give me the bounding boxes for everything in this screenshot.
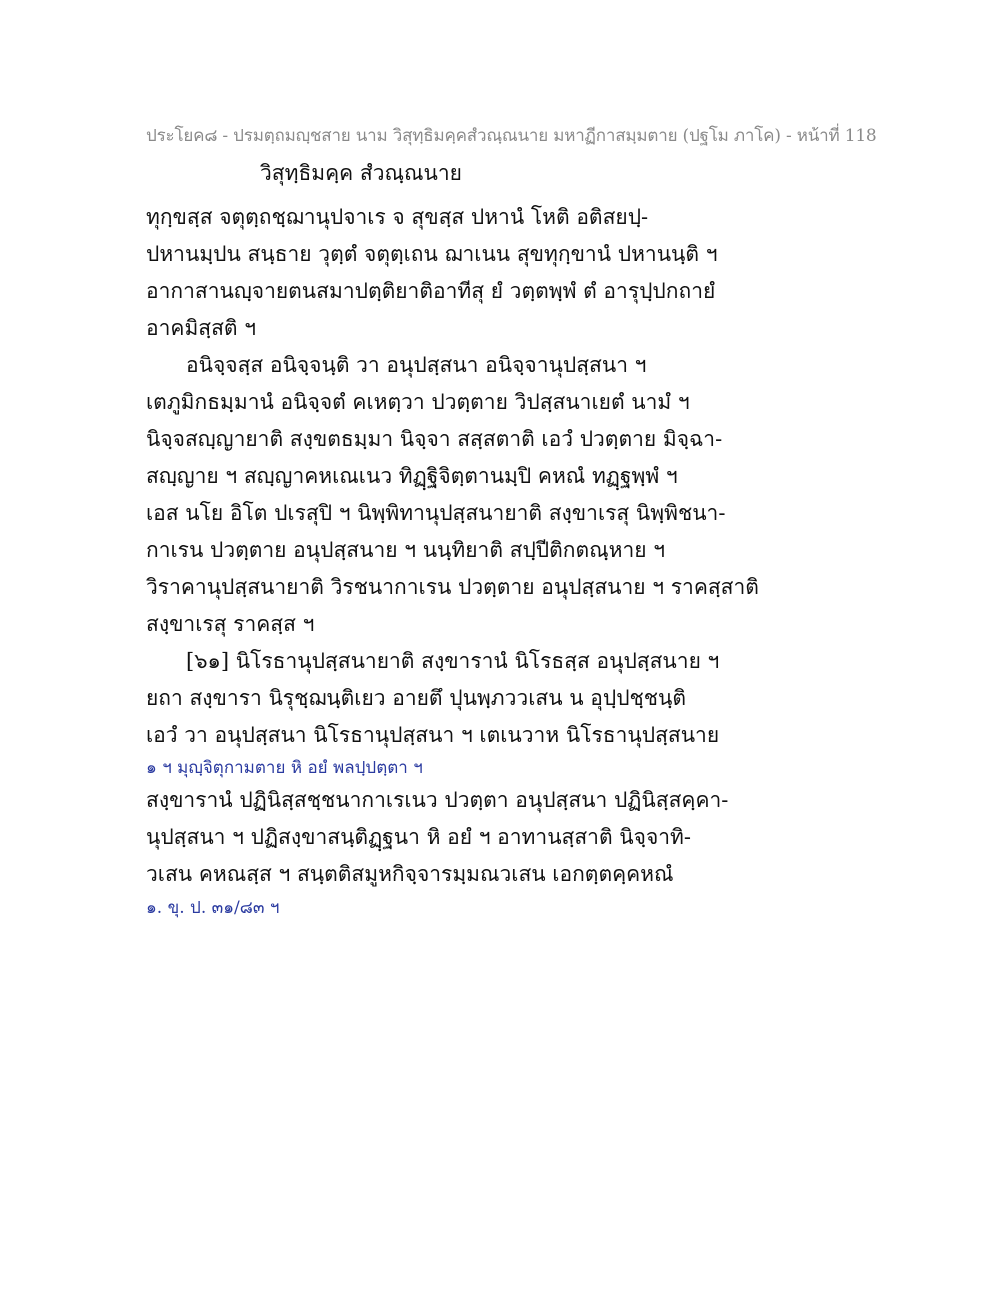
page-title: วิสุทฺธิมคฺค สํวณฺณนาย xyxy=(260,161,462,185)
text-line: สญฺญาย ฯ สญฺญาคหเณเนว ทิฏฺฐิจิตฺตานมฺปิ คหณํ ทฏฺฐพฺพํ ฯ xyxy=(146,464,678,488)
body-text xyxy=(146,199,866,923)
text-line: อากาสานญฺจายตนสมาปตฺติยาติอาทีสุ ยํ วตฺตพฺพํ ตํ อารุปฺปกถายํ xyxy=(146,279,716,303)
text-line: ทุกฺขสฺส จตุตฺถชฺฌานุปจาเร จ สุขสฺส ปหานํ โหติ อติสยปฺ- xyxy=(146,205,649,229)
text-line: วิราคานุปสฺสนายาติ วิรชนากาเรน ปวตฺตาย อนุปสฺสนาย ฯ ราคสฺสาติ xyxy=(146,575,759,599)
footnote: ๑. ขุ. ป. ๓๑/๘๓ ฯ xyxy=(146,898,280,918)
text-line: สงฺขารานํ ปฏินิสฺสชฺชนากาเรเนว ปวตฺตา อนุปสฺสนา ปฏินิสฺสคฺคา- xyxy=(146,788,729,812)
text-line: สงฺขาเรสุ ราคสฺส ฯ xyxy=(146,612,315,636)
text-line: กาเรน ปวตฺตาย อนุปสฺสนาย ฯ นนฺทิยาติ สปฺปีติกตณฺหาย ฯ xyxy=(146,538,666,562)
footnote: ๑ ฯ มุญฺจิตุกามตาย หิ อยํ พลปฺปตฺตา ฯ xyxy=(146,758,423,778)
text-line: นุปสฺสนา ฯ ปฏิสงฺขาสนฺติฏฺฐนา หิ อยํ ฯ อาทานสฺสาติ นิจฺจาทิ- xyxy=(146,825,691,849)
text-line: เอวํ วา อนุปสฺสนา นิโรธานุปสฺสนา ฯ เตเนวาห นิโรธานุปสฺสนาย xyxy=(146,723,720,747)
text-line: เอส นโย อิโต ปเรสุปิ ฯ นิพฺพิทานุปสฺสนายาติ สงฺขาเรสุ นิพฺพิชนา- xyxy=(146,501,726,525)
text-line: ปหานมฺปน สนฺธาย วุตฺตํ จตุตฺเถน ฌาเนน สุขทุกฺขานํ ปหานนฺติ ฯ xyxy=(146,242,718,266)
running-head: ประโยค๘ - ปรมตฺถมญฺชสาย นาม วิสุทฺธิมคฺคสํวณฺณนาย มหาฏีกาสมฺมตาย (ปฐโม ภาโค) - หน้าที่ 118 xyxy=(146,126,877,146)
text-line: นิจฺจสญฺญายาติ สงฺขตธมฺมา นิจฺจา สสฺสตาติ เอวํ ปวตฺตาย มิจฺฉา- xyxy=(146,427,723,451)
text-line: อนิจฺจสฺส อนิจฺจนฺติ วา อนุปสฺสนา อนิจฺจานุปสฺสนา ฯ xyxy=(186,353,647,377)
text-line: ยถา สงฺขารา นิรุชฺฌนฺติเยว อายตึ ปุนพฺภววเสน น อุปฺปชฺชนฺติ xyxy=(146,686,687,710)
text-line: [๖๑] นิโรธานุปสฺสนายาติ สงฺขารานํ นิโรธสฺส อนุปสฺสนาย ฯ xyxy=(186,649,720,673)
page-title-row xyxy=(146,158,846,188)
text-line: วเสน คหณสฺส ฯ สนฺตติสมูหกิจฺจารมฺมณวเสน เอกตฺตคฺคหณํ xyxy=(146,862,674,886)
text-line: เตภูมิกธมฺมานํ อนิจฺจตํ คเหตฺวา ปวตฺตาย วิปสฺสนาเยตํ นามํ ฯ xyxy=(146,390,690,414)
text-line: อาคมิสฺสติ ฯ xyxy=(146,316,257,340)
